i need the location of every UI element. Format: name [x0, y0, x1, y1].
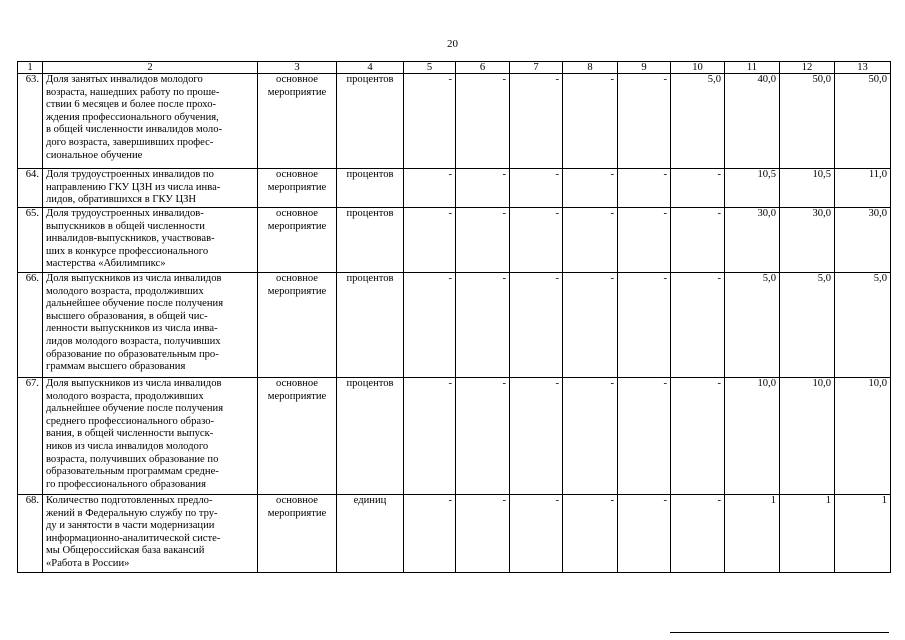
indicator-name-line: ствии 6 месяцев и более после прохо- — [46, 99, 217, 111]
indicator-name-line: Количество подготовленных предло- — [46, 495, 213, 506]
value-cell: - — [671, 208, 725, 273]
value-cell: 40,0 — [725, 74, 780, 169]
column-number-cell: 12 — [780, 62, 835, 74]
indicator-name-line: образовательным программам средне- — [46, 466, 219, 478]
indicator-type-line: мероприятие — [267, 390, 327, 402]
column-number-cell: 13 — [835, 62, 891, 74]
value-cell: - — [671, 495, 725, 573]
indicator-name-line: возраста, получивших образование по — [46, 453, 219, 465]
value-cell: - — [563, 378, 618, 495]
indicator-type-line: мероприятие — [267, 220, 327, 232]
value-cell: 5,0 — [835, 273, 891, 378]
value-cell: 11,0 — [835, 169, 891, 208]
indicator-type-line: основное — [275, 378, 319, 389]
indicator-type — [258, 169, 337, 208]
value-cell: 1 — [835, 495, 891, 573]
indicator-name-line: ду и занятости в части модернизации — [46, 520, 215, 532]
indicator-name-line: информационно-аналитической систе- — [46, 532, 221, 544]
indicator-type-line: мероприятие — [267, 86, 327, 98]
column-number-cell: 3 — [258, 62, 337, 74]
indicator-name-line: направлению ГКУ ЦЗН из числа инва- — [46, 181, 221, 193]
unit-of-measure: процентов — [337, 169, 404, 208]
indicator-name-line: лидов молодого возраста, получивших — [46, 335, 221, 347]
indicator-type — [258, 495, 337, 573]
value-cell: - — [510, 273, 563, 378]
indicator-name-line: в общей численности инвалидов моло- — [46, 124, 223, 136]
page-number: 20 — [447, 38, 458, 50]
value-cell: - — [618, 74, 671, 169]
value-cell: - — [404, 273, 456, 378]
indicator-name-line: «Работа в России» — [46, 557, 130, 569]
row-number: 64. — [18, 169, 43, 208]
indicator-name-line: среднего профессионального образо- — [46, 415, 215, 427]
value-cell: - — [404, 169, 456, 208]
value-cell: 1 — [725, 495, 780, 573]
value-cell: - — [404, 378, 456, 495]
value-cell: - — [671, 273, 725, 378]
indicator-name-line: выпускников в общей численности — [46, 220, 205, 232]
indicator-name-line: ников из числа инвалидов молодого — [46, 440, 209, 452]
indicator-type-line: основное — [275, 273, 319, 284]
indicator-name-line: Доля выпускников из числа инвалидов — [46, 273, 222, 284]
indicator-name-line: жений в Федеральную службу по тру- — [46, 507, 218, 519]
value-cell: - — [618, 495, 671, 573]
indicator-name-line: ленности выпускников из числа инва- — [46, 323, 218, 335]
indicator-type-line: основное — [275, 208, 319, 219]
column-number-cell: 6 — [456, 62, 510, 74]
value-cell: - — [456, 74, 510, 169]
value-cell: 30,0 — [780, 208, 835, 273]
value-cell: 10,0 — [835, 378, 891, 495]
row-number: 63. — [18, 74, 43, 169]
value-cell: - — [456, 208, 510, 273]
value-cell: - — [510, 74, 563, 169]
indicator-name-line: Доля трудоустроенных инвалидов по — [46, 169, 214, 180]
indicator-name-line: мы Общероссийская база вакансий — [46, 545, 205, 557]
value-cell: - — [510, 169, 563, 208]
indicator-type-line: основное — [275, 74, 319, 85]
table-row — [18, 169, 891, 208]
column-number-cell: 10 — [671, 62, 725, 74]
indicator-name-line: молодого возраста, продолживших — [46, 390, 204, 402]
value-cell: - — [404, 74, 456, 169]
row-number: 68. — [18, 495, 43, 573]
table-row — [18, 208, 891, 273]
column-number-cell: 1 — [18, 62, 43, 74]
indicator-name-line: ших в конкурсе профессионального — [46, 245, 209, 257]
value-cell: 5,0 — [780, 273, 835, 378]
value-cell: 5,0 — [725, 273, 780, 378]
indicator-name-line: вания, в общей численности выпуск- — [46, 428, 214, 440]
table-row — [18, 273, 891, 378]
indicators-table — [17, 61, 891, 573]
unit-of-measure: процентов — [337, 208, 404, 273]
value-cell: - — [618, 378, 671, 495]
indicator-type — [258, 273, 337, 378]
indicator-name-line: возраста, нашедших работу по проше- — [46, 86, 220, 98]
indicator-name-line: молодого возраста, продолживших — [46, 285, 204, 297]
column-number-cell: 2 — [43, 62, 258, 74]
row-number: 66. — [18, 273, 43, 378]
indicator-name — [43, 208, 258, 273]
column-number-cell: 5 — [404, 62, 456, 74]
column-number-cell: 8 — [563, 62, 618, 74]
column-number-cell: 11 — [725, 62, 780, 74]
value-cell: 50,0 — [780, 74, 835, 169]
value-cell: - — [563, 169, 618, 208]
value-cell: 10,5 — [725, 169, 780, 208]
indicator-name — [43, 74, 258, 169]
indicator-name — [43, 169, 258, 208]
indicator-name-line: инвалидов-выпускников, участвовав- — [46, 233, 215, 245]
indicator-name-line: Доля занятых инвалидов молодого — [46, 74, 203, 85]
indicator-type — [258, 378, 337, 495]
table-body — [18, 62, 891, 573]
indicator-name-line: Доля выпускников из числа инвалидов — [46, 378, 222, 389]
indicator-name — [43, 495, 258, 573]
value-cell: - — [671, 169, 725, 208]
indicator-name-line: го профессионального образования — [46, 478, 206, 490]
indicator-name-line: дальнейшее обучение после получения — [46, 403, 224, 415]
value-cell: - — [456, 273, 510, 378]
indicator-name-line: граммам высшего образования — [46, 361, 186, 373]
row-number: 65. — [18, 208, 43, 273]
indicator-name-line: сиональное обучение — [46, 149, 143, 161]
value-cell: - — [671, 378, 725, 495]
indicator-name-line: высшего образования, в общей чис- — [46, 310, 208, 322]
value-cell: - — [510, 495, 563, 573]
indicator-type — [258, 208, 337, 273]
value-cell: - — [456, 495, 510, 573]
column-number-cell: 7 — [510, 62, 563, 74]
footer-rule — [670, 632, 889, 633]
indicator-type-line: мероприятие — [267, 181, 327, 193]
value-cell: - — [563, 273, 618, 378]
value-cell: - — [618, 273, 671, 378]
value-cell: - — [456, 378, 510, 495]
indicator-type — [258, 74, 337, 169]
indicator-name-line: образование по образовательным про- — [46, 348, 219, 360]
value-cell: - — [563, 74, 618, 169]
value-cell: - — [618, 169, 671, 208]
value-cell: - — [456, 169, 510, 208]
indicator-name — [43, 273, 258, 378]
indicator-type-line: основное — [275, 495, 319, 506]
value-cell: 30,0 — [725, 208, 780, 273]
value-cell: - — [510, 378, 563, 495]
value-cell: 10,5 — [780, 169, 835, 208]
value-cell: - — [563, 495, 618, 573]
indicator-name-line: ждения профессионального обучения, — [46, 111, 219, 123]
column-number-cell: 4 — [337, 62, 404, 74]
indicator-name-line: дого возраста, завершивших профес- — [46, 136, 214, 148]
value-cell: 50,0 — [835, 74, 891, 169]
value-cell: - — [404, 208, 456, 273]
value-cell: 1 — [780, 495, 835, 573]
indicator-name — [43, 378, 258, 495]
value-cell: 10,0 — [725, 378, 780, 495]
unit-of-measure: процентов — [337, 74, 404, 169]
indicator-name-line: дальнейшее обучение после получения — [46, 298, 224, 310]
indicator-type-line: основное — [275, 169, 319, 180]
table-row — [18, 74, 891, 169]
value-cell: - — [563, 208, 618, 273]
unit-of-measure: единиц — [337, 495, 404, 573]
unit-of-measure: процентов — [337, 273, 404, 378]
unit-of-measure: процентов — [337, 378, 404, 495]
value-cell: 5,0 — [671, 74, 725, 169]
indicator-name-line: мастерства «Абилимпикс» — [46, 258, 166, 270]
column-number-row — [18, 62, 891, 74]
indicator-type-line: мероприятие — [267, 507, 327, 519]
indicator-name-line: Доля трудоустроенных инвалидов- — [46, 208, 204, 219]
value-cell: - — [510, 208, 563, 273]
indicator-type-line: мероприятие — [267, 285, 327, 297]
value-cell: - — [404, 495, 456, 573]
table-row — [18, 378, 891, 495]
value-cell: 30,0 — [835, 208, 891, 273]
table-row — [18, 495, 891, 573]
column-number-cell: 9 — [618, 62, 671, 74]
row-number: 67. — [18, 378, 43, 495]
value-cell: - — [618, 208, 671, 273]
indicator-name-line: лидов, обратившихся в ГКУ ЦЗН — [46, 194, 197, 206]
value-cell: 10,0 — [780, 378, 835, 495]
